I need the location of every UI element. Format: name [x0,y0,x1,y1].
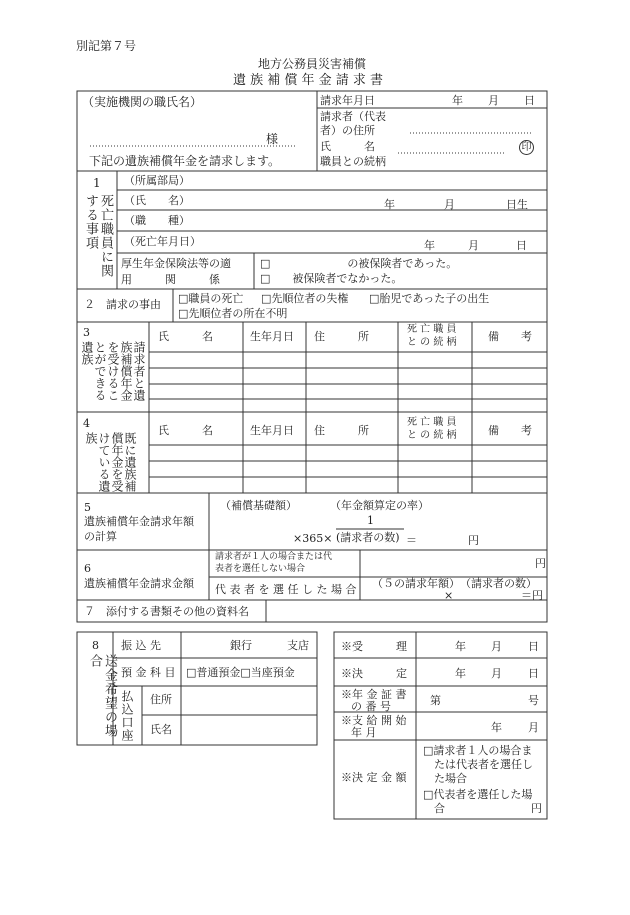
s3-col-relation-1: 死 亡 職 員 [407,324,457,335]
base-amount-label: （補償基礎額） [220,499,297,512]
cert-go: 号 [528,694,539,707]
death-year: 年 [424,239,435,252]
case2-times: × [444,589,454,602]
decided-month: 月 [491,667,502,680]
dept-label: （所属部局） [124,174,190,187]
address-label-1: 請求者（代表 [320,110,386,123]
start-label-2: 年 月 [351,726,377,739]
amount-option2-line2: 合 [423,802,445,815]
section1-number: 1 [93,176,101,190]
amount-label: ※決 定 金 額 [341,771,407,784]
amount-option1-line2: たは代表者を選任し [423,758,533,771]
section5-yen: 円 [468,534,479,547]
request-text: 下記の遺族補償年金を請求します。 [89,154,281,168]
section8-number: 8 [92,639,99,652]
seal-icon: 印 [519,140,534,155]
case2-label: 代 表 者 を 選 任 し た 場 合 [215,583,357,596]
section4-vertical-label: 既に遺族補償年金を受けている遺族 [84,432,137,492]
account-type-options[interactable]: □普通預金□当座預金 [186,666,295,679]
s3-col-name: 氏 名 [158,330,213,343]
death-month: 月 [468,239,479,252]
address-label-2: 者）の住所 [320,124,375,137]
section5-label-1: 遺族補償年金請求年額 [84,515,194,528]
cert-dai: 第 [430,694,441,707]
section6-number: 6 [84,562,91,575]
s3-col-birth: 生年月日 [250,330,294,343]
branch-label: 支店 [287,639,309,652]
section3-vertical-label: 請求者と遺族補償年金を受けることができる遺族 [80,341,146,401]
section5-number: 5 [84,501,91,514]
payee-vertical-label: 払込口座 [120,690,134,742]
decided-day: 日 [528,667,539,680]
relation-label: 職員との続柄 [320,155,386,168]
case1-label-1: 請求者が１人の場合または代 [215,552,333,562]
payee-name-label: 氏名 [150,723,172,736]
amount-option1-line1[interactable]: □請求者１人の場合ま [423,744,533,757]
s3-col-remarks: 備 考 [488,330,532,343]
form-number: 別記第７号 [76,39,137,53]
section5-label-2: の計算 [84,530,117,543]
form-title: 遺 族 補 償 年 金 請 求 書 [233,73,384,88]
s4-col-name: 氏 名 [158,424,213,437]
section4-number: 4 [83,417,90,430]
form-title-upper: 地方公務員災害補償 [258,57,367,71]
section1-vertical-label: 死亡職員に関する事項 [83,194,113,278]
birth-month: 月 [444,198,455,211]
start-label-1: ※支 給 開 始 [341,714,407,727]
case2-equals-yen: ＝円 [521,589,543,602]
pension-label-2: 用 関 係 [121,273,220,286]
attachments-label: ７ 添付する書類その他の資料名 [84,605,249,618]
birth-year: 年 [384,198,395,211]
cert-label-2: の 番 号 [351,700,391,713]
decided-label: ※決 定 [341,667,407,680]
received-year: 年 [455,640,466,653]
birth-day: 日生 [506,198,528,211]
reason-missing-checkbox[interactable]: □先順位者の所在不明 [178,307,288,320]
rate-denominator: (請求者の数) [336,531,400,544]
rate-label: （年金額算定の率） [330,499,429,512]
s4-col-remarks: 備 考 [488,424,532,437]
case2-calc-label: （５の請求年額） （請求者の数） [372,577,537,590]
transfer-label: 振 込 先 [121,639,161,652]
request-date-label: 請求年月日 [320,94,375,107]
case1-yen: 円 [535,557,546,570]
deceased-name-label: （氏 名） [124,194,190,207]
request-year: 年 [452,94,463,107]
claimant-name-label: 氏 名 [320,140,375,153]
s3-col-relation-2: と の 続 柄 [407,337,457,348]
pension-option-not-insured[interactable]: □ 被保険者でなかった。 [260,272,403,285]
reason-label: ２ 請求の事由 [84,298,161,311]
pension-option-insured[interactable]: □ の被保険者であった。 [260,257,458,270]
section8-vertical-label: 送金希望の場合 [87,654,117,738]
reason-birth-checkbox[interactable]: □胎児であった子の出生 [369,292,490,305]
reason-death-checkbox[interactable]: □職員の死亡 [178,292,244,305]
payee-address-label: 住所 [150,693,172,706]
s4-col-birth: 生年月日 [250,424,294,437]
death-day: 日 [516,239,527,252]
section3-number: 3 [83,326,90,339]
cert-label-1: ※年 金 証 書 [341,688,407,701]
request-day: 日 [524,94,535,107]
amount-yen: 円 [531,802,542,815]
received-month: 月 [491,640,502,653]
agency-label: （実施機関の職氏名） [82,95,203,109]
times-365: ×365× [293,532,333,545]
reason-forfeit-checkbox[interactable]: □先順位者の失権 [261,292,349,305]
start-month: 月 [528,721,539,734]
pension-label-1: 厚生年金保険法等の適 [121,257,231,270]
request-month: 月 [488,94,499,107]
s3-col-address: 住 所 [314,330,369,343]
start-year: 年 [491,721,502,734]
amount-option1-line3: た場合 [423,772,467,785]
received-day: 日 [528,640,539,653]
section6-label: 遺族補償年金請求金額 [84,577,194,590]
section5-equals: ＝ [406,534,417,547]
s4-col-relation-1: 死 亡 職 員 [407,417,457,428]
amount-option2-line1[interactable]: □代表者を選任した場 [423,788,533,801]
decided-year: 年 [455,667,466,680]
death-date-label: （死亡年月日） [124,235,201,248]
rate-numerator: 1 [367,514,374,527]
bank-label: 銀行 [230,639,252,652]
job-type-label: （職 種） [124,214,190,227]
s4-col-address: 住 所 [314,424,369,437]
case1-label-2: 表者を選任しない場合 [215,564,306,574]
received-label: ※受 理 [341,640,407,653]
sama-label: 様 [266,132,279,146]
s4-col-relation-2: と の 続 柄 [407,430,457,441]
account-type-label: 預 金 科 目 [121,666,176,679]
